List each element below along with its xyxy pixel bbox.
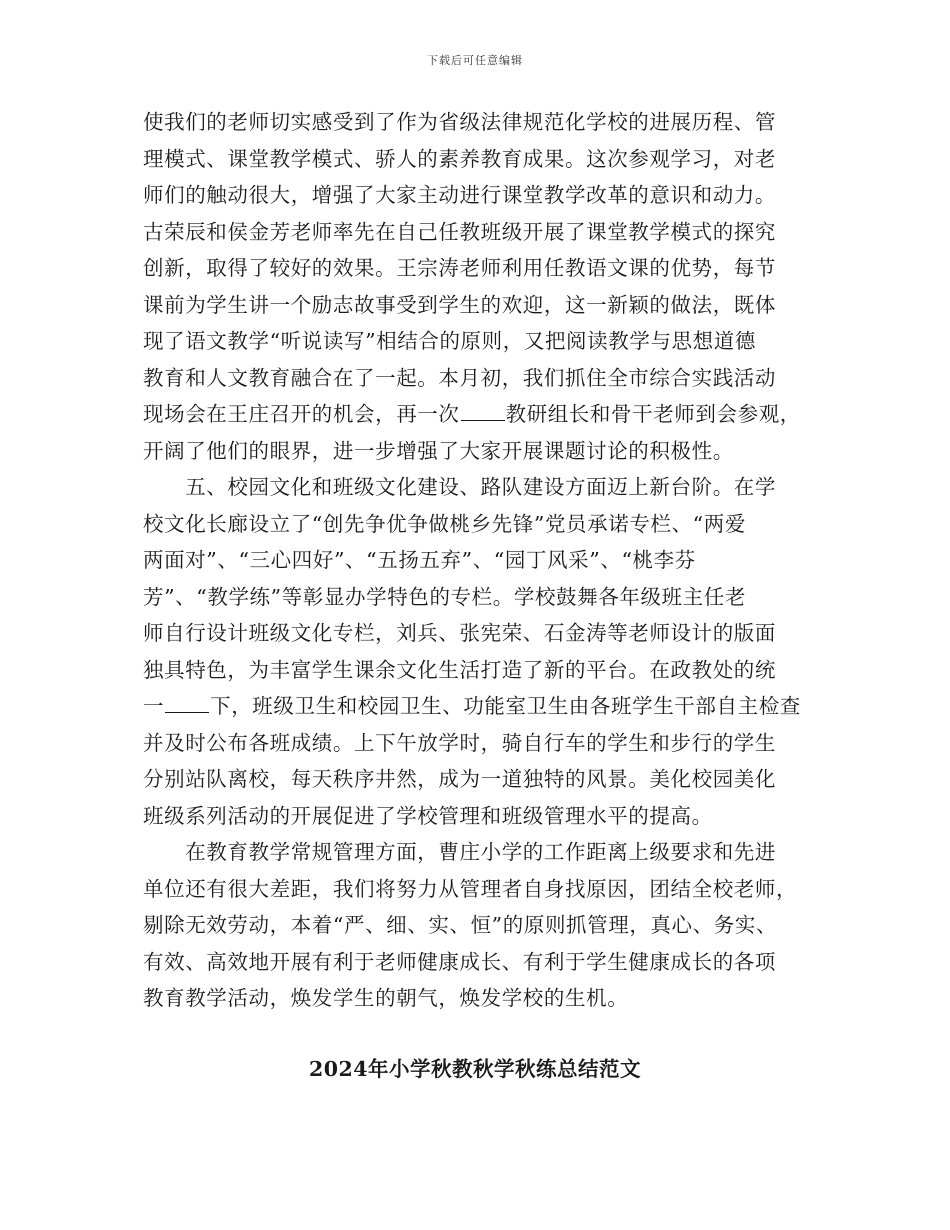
text-line: 师自行设计班级文化专栏，刘兵、张宪荣、石金涛等老师设计的版面 [143,621,776,645]
text-line: 师们的触动很大，增强了大家主动进行课堂教学改革的意识和动力。 [143,183,776,207]
text-line-with-blank [143,688,823,725]
text-line: 独具特色，为丰富学生课余文化生活打造了新的平台。在政教处的统 [143,657,776,682]
text-line: 理模式、课堂教学模式、骄人的素养教育成果。这次参观学习，对老 [143,146,776,171]
text-line: 单位还有很大差距，我们将努力从管理者自身找原因，团结全校老师， [143,876,798,901]
text-line: 教育和人文教育融合在了一起。本月初，我们抓住全市综合实践活动 [143,365,776,390]
text-segment: 下，班级卫生和校园卫生、功能室卫生由各班学生干部自主检查 [210,694,801,718]
text-line: 并及时公布各班成绩。上下午放学时，骑自行车的学生和步行的学生 [143,730,776,755]
text-line: 教育教学活动，焕发学生的朝气，焕发学校的生机。 [143,986,629,1010]
text-line: 两面对”、“三心四好”、“五扬五弃”、“园丁风采”、“桃李芬 [143,548,696,572]
text-line-with-blank [143,396,823,433]
text-line: 古荣辰和侯金芳老师率先在自己任教班级开展了课堂教学模式的探究 [143,219,776,244]
section-title: 2024年小学秋教秋学秋练总结范文 [308,1057,642,1081]
text-line: 使我们的老师切实感受到了作为省级法律规范化学校的进展历程、管 [143,110,776,134]
text-line: 现了语文教学“听说读写”相结合的原则，又把阅读教学与思想道德 [143,329,756,353]
text-segment: 现场会在王庄召开的机会，再一次 [143,402,460,426]
fill-in-blank [461,398,505,421]
text-line: 课前为学生讲一个励志故事受到学生的欢迎，这一新颖的做法，既体 [143,292,776,317]
text-line: 有效、高效地开展有利于老师健康成长、有利于学生健康成长的各项 [143,949,776,974]
body-text [143,104,823,1017]
text-line: 剔除无效劳动，本着“严、细、实、恒”的原则抓管理，真心、务实、 [143,913,778,937]
text-segment: 一 [143,694,165,718]
text-line: 班级系列活动的开展促进了学校管理和班级管理水平的提高。 [143,803,713,828]
paragraph-start-line: 五、校园文化和班级文化建设、路队建设方面迈上新台阶。在学 [143,475,776,499]
page-header: 下载后可任意编辑 [427,54,523,67]
text-line: 校文化长廊设立了“创先争优争做桃乡先锋”党员承诺专栏、“两爱 [143,511,746,536]
text-line: 芳”、“教学练”等彰显办学特色的专栏。学校鼓舞各年级班主任老 [143,584,746,609]
fill-in-blank [165,690,209,713]
text-line: 开阔了他们的眼界，进一步增强了大家开展课题讨论的积极性。 [143,438,734,463]
text-line: 创新，取得了较好的效果。王宗涛老师利用任教语文课的优势，每节 [143,256,776,280]
paragraph-start-line: 在教育教学常规管理方面，曹庄小学的工作距离上级要求和先进 [143,840,776,864]
text-line: 分别站队离校，每天秩序井然，成为一道独特的风景。美化校园美化 [143,767,776,791]
text-segment: 教研组长和骨干老师到会参观， [505,402,801,426]
